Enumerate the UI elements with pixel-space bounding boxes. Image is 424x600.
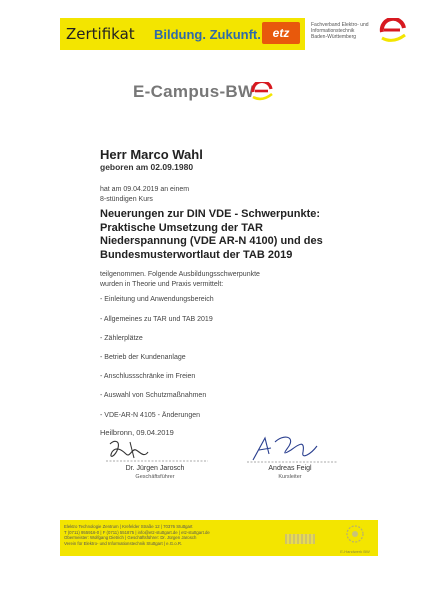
fachverband-e-logo-icon — [378, 18, 408, 46]
course-title-line: Bundesmusterwortlaut der TAB 2019 — [100, 248, 293, 261]
e-campus-logo-icon — [250, 82, 274, 102]
footer-address — [64, 524, 274, 546]
footer-line: Verein für Elektro- und Informationstechnik Stuttgart | e.G.o.R. — [64, 540, 183, 546]
topic-item: - Betrieb der Kundenanlage — [100, 354, 186, 361]
attendance-text — [100, 185, 189, 205]
participation-text — [100, 270, 260, 290]
signer-2-role: Kursleiter — [278, 474, 302, 480]
participation-line: wurden in Theorie und Praxis vermittelt: — [100, 281, 224, 288]
footer-line: T (0711) 955916-0 | F (0711) 551875 | info@etz-stuttgart.de | etz-stuttgart.de — [64, 529, 210, 535]
footer-badge-icon — [285, 534, 315, 544]
topic-item: - VDE-AR-N 4105 - Änderungen — [100, 412, 200, 419]
attendance-line: 8-stündigen Kurs — [100, 196, 153, 203]
topic-item: - Auswahl von Schutzmaßnahmen — [100, 392, 207, 399]
recipient-birthdate: geboren am 02.09.1980 — [100, 162, 194, 172]
topic-item: - Allgemeines zu TAR und TAB 2019 — [100, 316, 213, 323]
signer-1 — [100, 464, 210, 481]
fachverband-text — [311, 22, 377, 40]
handwritten-signature-icon — [100, 436, 210, 464]
signer-2-name: Andreas Feigl — [268, 465, 312, 472]
fachverband-line: Fachverband Elektro- und — [311, 22, 369, 28]
course-title-line: Praktische Umsetzung der TAR — [100, 221, 264, 234]
footer-band — [60, 520, 378, 556]
fachverband-line: Informationstechnik — [311, 28, 355, 34]
footer-logo-caption: E-Handwerk BW — [340, 549, 370, 554]
signer-2 — [245, 464, 335, 481]
footer-line: Elektro Technologie Zentrum | Krefelder Straße 12 | 70376 Stuttgart — [64, 524, 193, 529]
topic-item: - Anschlussschränke im Freien — [100, 373, 196, 380]
attendance-line: hat am 09.04.2019 an einem — [100, 186, 190, 193]
course-title-line: Neuerungen zur DIN VDE - Schwerpunkte: — [100, 208, 321, 220]
recipient-name: Herr Marco Wahl — [100, 147, 203, 162]
etz-logo-text: etz — [272, 26, 290, 40]
place-and-date: Heilbronn, 09.04.2019 — [100, 428, 174, 437]
course-title-line: Niederspannung (VDE AR-N 4100) und des — [100, 235, 323, 247]
etz-logo-icon — [262, 22, 300, 44]
topic-item: - Zählerplätze — [100, 335, 143, 342]
topic-item: - Einleitung und Anwendungsbereich — [100, 296, 214, 303]
fachverband-line: Baden-Württemberg — [311, 34, 357, 40]
slogan: Bildung. Zukunft. — [154, 26, 261, 42]
signer-1-role: Geschäftsführer — [135, 474, 175, 480]
certificate-title: Zertifikat — [66, 25, 135, 43]
signer-1-name: Dr. Jürgen Jarosch — [125, 465, 185, 472]
course-title — [100, 208, 345, 262]
participation-line: teilgenommen. Folgende Ausbildungsschwerpunkte — [100, 271, 260, 278]
handwritten-signature-icon — [245, 432, 340, 464]
footer-e-handwerk-logo — [336, 524, 374, 554]
e-campus-brand: E-Campus-BW — [133, 82, 255, 101]
e-handwerk-logo-icon — [344, 524, 366, 544]
footer-line: Obermeister: Wolfgang Dietrich | Geschäftsführer: Dr. Jürgen Jarosch — [64, 535, 197, 541]
